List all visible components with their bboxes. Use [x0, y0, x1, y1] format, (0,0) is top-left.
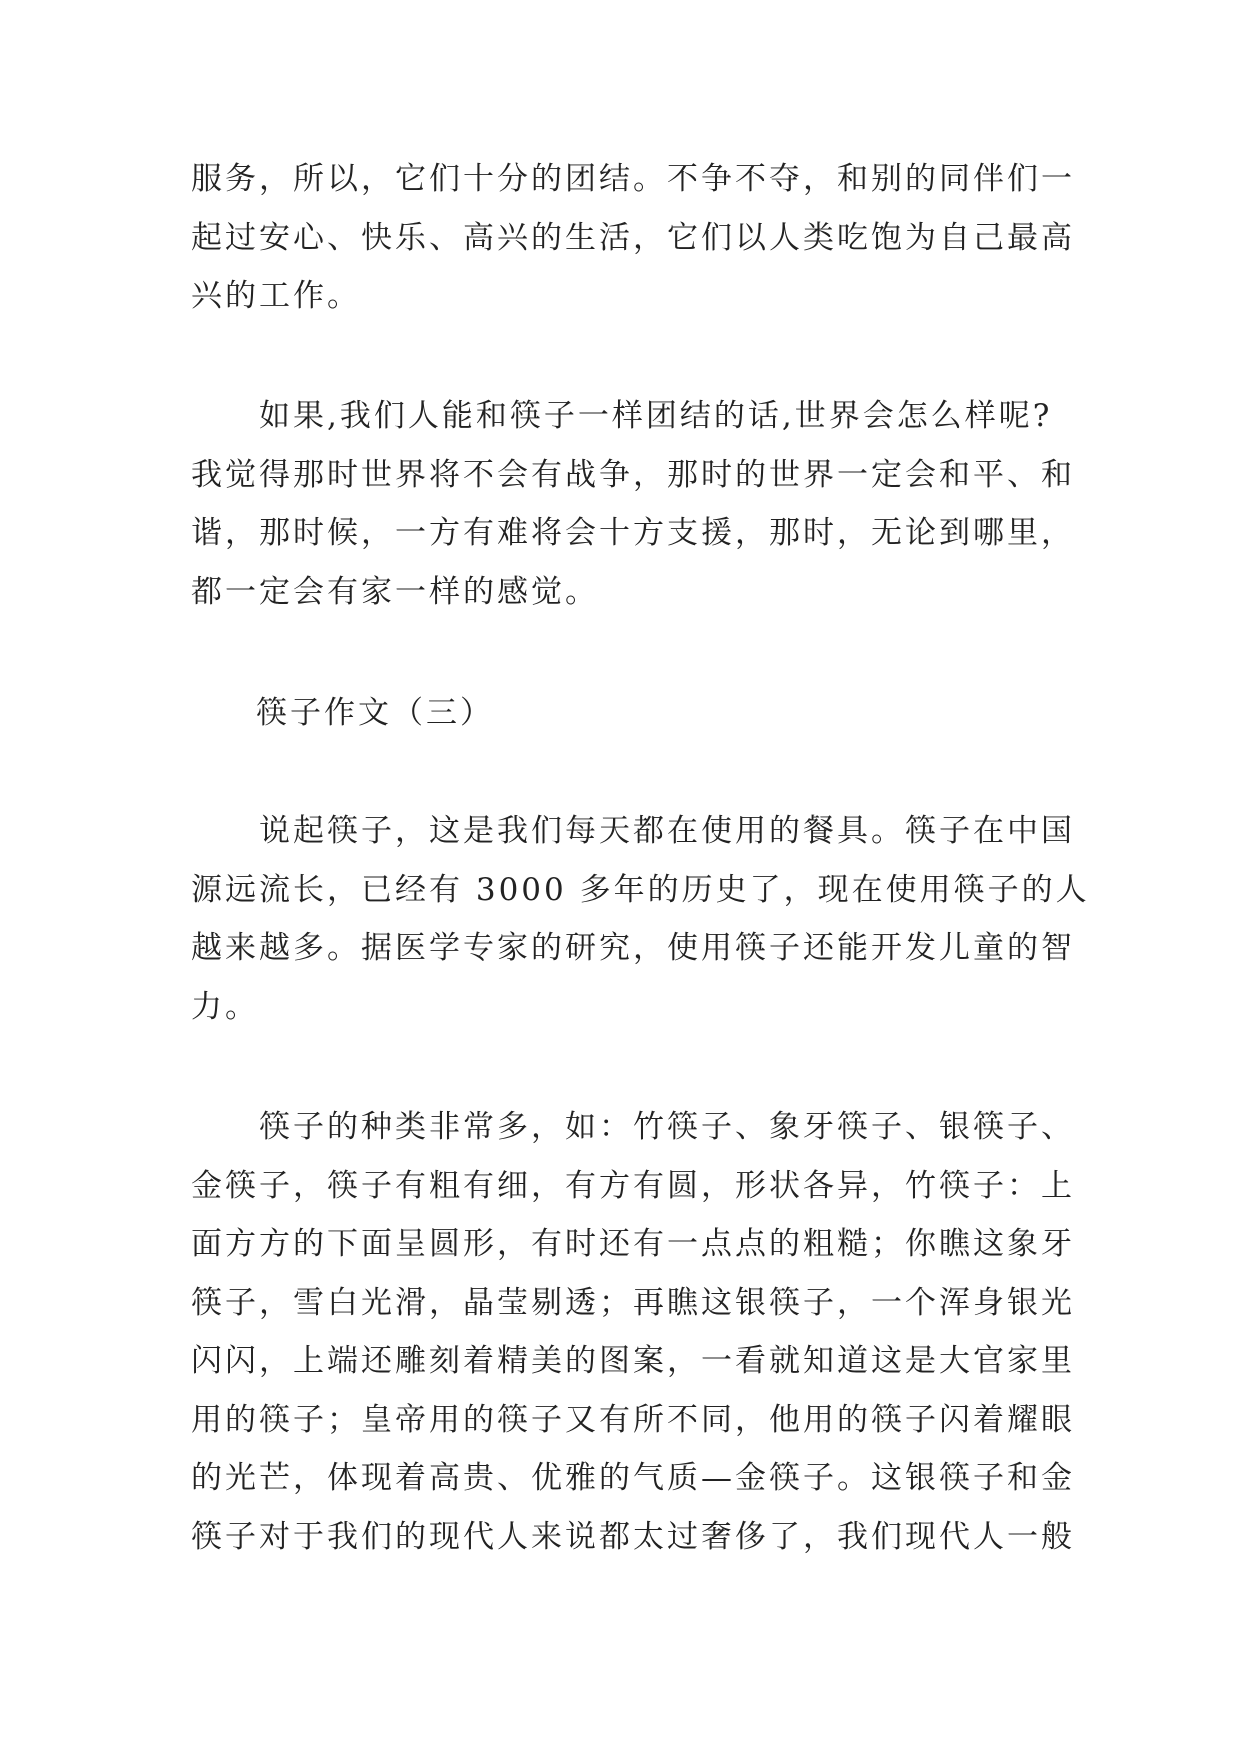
paragraph-3 — [191, 802, 1090, 1036]
paragraph-2 — [191, 387, 1075, 621]
text-line: 如果,我们人能和筷子一样团结的话,世界会怎么样呢? — [191, 398, 1053, 434]
text-line: 服务，所以，它们十分的团结。不争不夺，和别的同伴们一 — [191, 161, 1075, 197]
text-line: 筷子，雪白光滑，晶莹剔透；再瞧这银筷子，一个浑身银光 — [191, 1284, 1075, 1321]
section-heading: 筷子作文（三） — [256, 695, 494, 731]
text-line: 我觉得那时世界将不会有战争，那时的世界一定会和平、和 — [191, 456, 1075, 493]
text-line: 闪闪，上端还雕刻着精美的图案，一看就知道这是大官家里 — [191, 1343, 1075, 1379]
paragraph-4 — [191, 1098, 1075, 1566]
text-line: 越来越多。据医学专家的研究，使用筷子还能开发儿童的智 — [191, 930, 1075, 966]
text-line: 用的筷子；皇帝用的筷子又有所不同，他用的筷子闪着耀眼 — [191, 1401, 1075, 1438]
text-line: 都一定会有家一样的感觉。 — [191, 573, 599, 610]
text-line: 面方方的下面呈圆形，有时还有一点点的粗糙；你瞧这象牙 — [191, 1226, 1075, 1262]
text-line: 说起筷子，这是我们每天都在使用的餐具。筷子在中国 — [191, 813, 1075, 849]
text-line: 的光芒，体现着高贵、优雅的气质—金筷子。这银筷子和金 — [191, 1460, 1075, 1496]
paragraph-1 — [191, 150, 1075, 326]
text-line: 筷子对于我们的现代人来说都太过奢侈了，我们现代人一般 — [191, 1518, 1075, 1555]
text-line: 金筷子，筷子有粗有细，有方有圆，形状各异，竹筷子：上 — [191, 1167, 1075, 1204]
text-line: 力。 — [191, 988, 259, 1025]
text-line: 兴的工作。 — [191, 278, 361, 314]
text-line: 起过安心、快乐、高兴的生活，它们以人类吃饱为自己最高 — [191, 219, 1075, 256]
text-line: 谐，那时候，一方有难将会十方支援，那时，无论到哪里， — [191, 515, 1075, 551]
text-line: 筷子的种类非常多，如：竹筷子、象牙筷子、银筷子、 — [191, 1109, 1075, 1145]
text-line: 源远流长，已经有 3000 多年的历史了，现在使用筷子的人 — [191, 871, 1090, 908]
